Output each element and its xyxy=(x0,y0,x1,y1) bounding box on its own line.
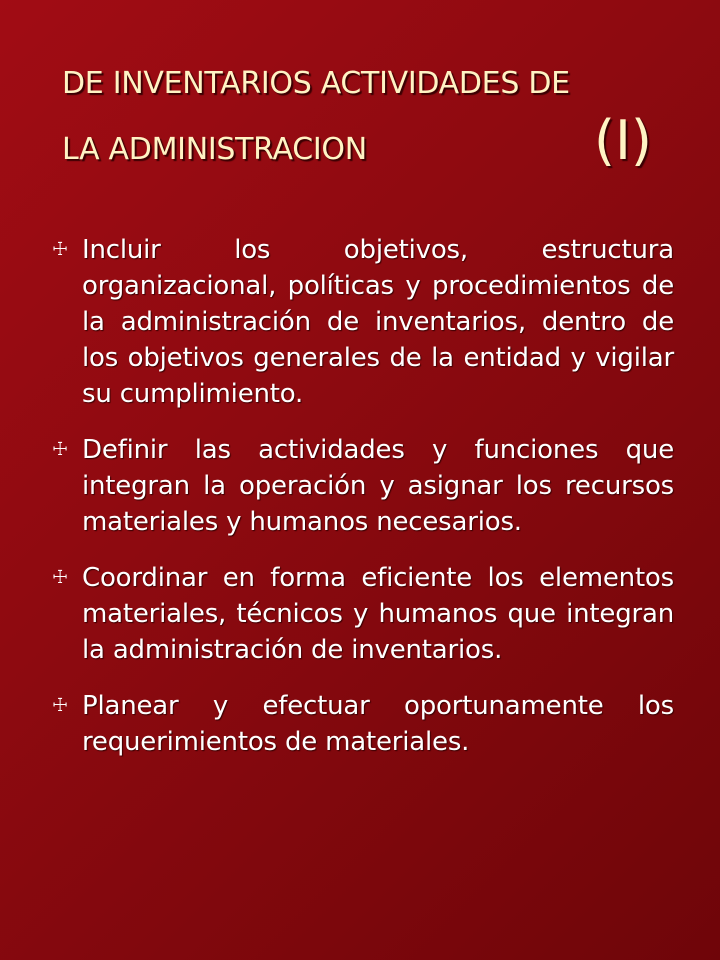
title-line-1: DE INVENTARIOS ACTIVIDADES DE xyxy=(62,66,570,101)
bullet-text: Coordinar en forma eficiente los elementos materiales, técnicos y humanos que integran la administración de inventarios. xyxy=(82,563,674,665)
title-suffix: (I) xyxy=(593,109,652,172)
list-item xyxy=(48,688,674,760)
ornate-cross-icon: ☩ xyxy=(52,239,69,260)
bullet-list xyxy=(48,232,674,780)
list-item xyxy=(48,560,674,668)
ornate-cross-icon: ☩ xyxy=(52,695,69,716)
list-item xyxy=(48,232,674,412)
slide-title xyxy=(62,62,662,172)
list-item xyxy=(48,432,674,540)
bullet-text: Planear y efectuar oportunamente los requerimientos de materiales. xyxy=(82,691,674,757)
title-line-2: LA ADMINISTRACION xyxy=(62,132,367,167)
ornate-cross-icon: ☩ xyxy=(52,567,69,588)
ornate-cross-icon: ☩ xyxy=(52,439,69,460)
title-line-2-row xyxy=(62,109,652,172)
bullet-text: Definir las actividades y funciones que integran la operación y asignar los recursos materiales y humanos necesarios. xyxy=(82,435,674,537)
bullet-text: Incluir los objetivos, estructura organizacional, políticas y procedimientos de la administración de inventarios, dentro de los objetivos generales de la entidad y vigilar su cumplimiento. xyxy=(82,235,674,409)
